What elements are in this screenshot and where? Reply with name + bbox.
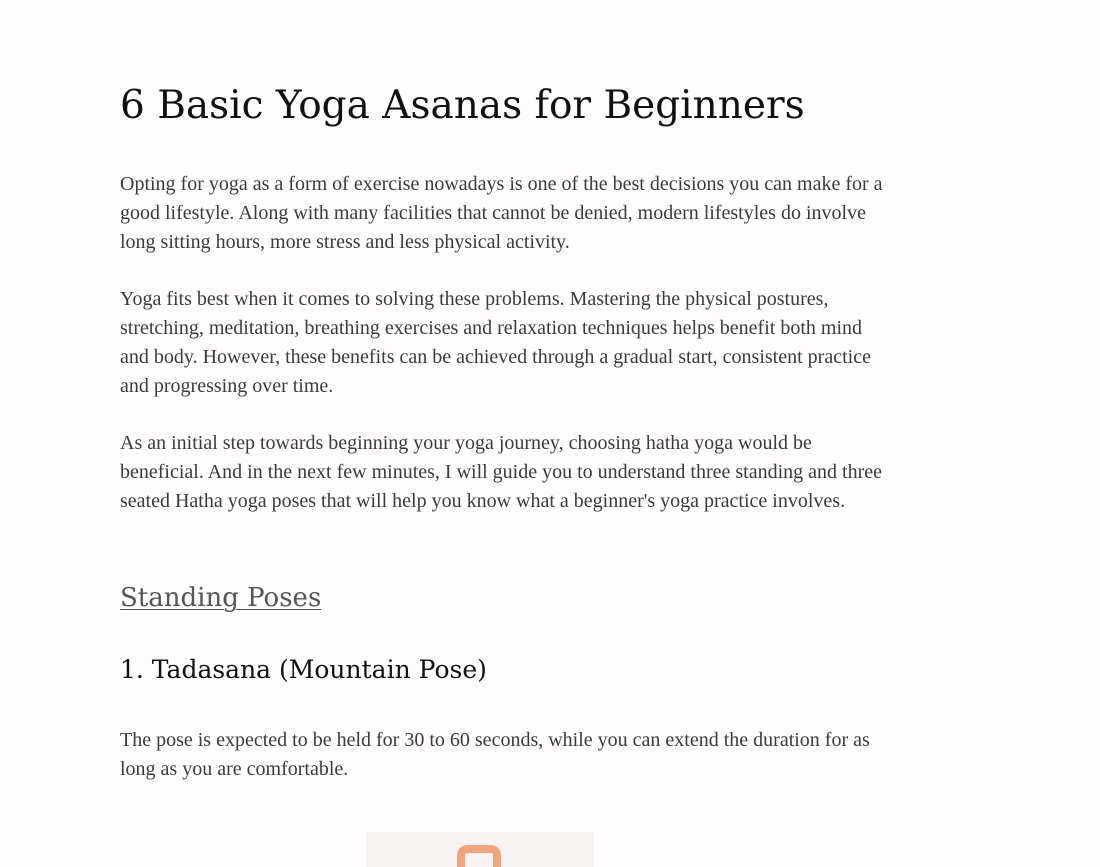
standing-poses-link[interactable]: Standing Poses <box>120 583 322 613</box>
pose-1-description: The pose is expected to be held for 30 to 60 seconds, while you can extend the duration for as long as you are comfortable. <box>120 729 870 780</box>
section-heading <box>120 580 890 616</box>
article <box>120 78 890 784</box>
mountain-pose-illustration <box>366 832 594 867</box>
intro-paragraph-2: Yoga fits best when it comes to solving these problems. Mastering the physical postures, stretching, meditation, breathing exercises and relaxation techniques helps benefit both mind and body. However, these benefits can be achieved through a gradual start, consistent practice and progressing over time. <box>120 288 871 397</box>
arms-gap <box>467 855 491 867</box>
yoga-figure-icon <box>366 832 594 867</box>
article-title: 6 Basic Yoga Asanas for Beginners <box>120 83 805 128</box>
intro-paragraph-1: Opting for yoga as a form of exercise nowadays is one of the best decisions you can make for a good lifestyle. Along with many facilities that cannot be denied, modern lifestyles do involve long sitting hours, more stress and less physical activity. <box>120 173 883 253</box>
pose-1-heading: 1. Tadasana (Mountain Pose) <box>120 655 487 684</box>
intro-paragraph-3: As an initial step towards beginning your yoga journey, choosing hatha yoga would be beneficial. And in the next few minutes, I will guide you to understand three standing and three seated Hatha yoga poses that will help you know what a beginner's yoga practice involves. <box>120 432 883 512</box>
